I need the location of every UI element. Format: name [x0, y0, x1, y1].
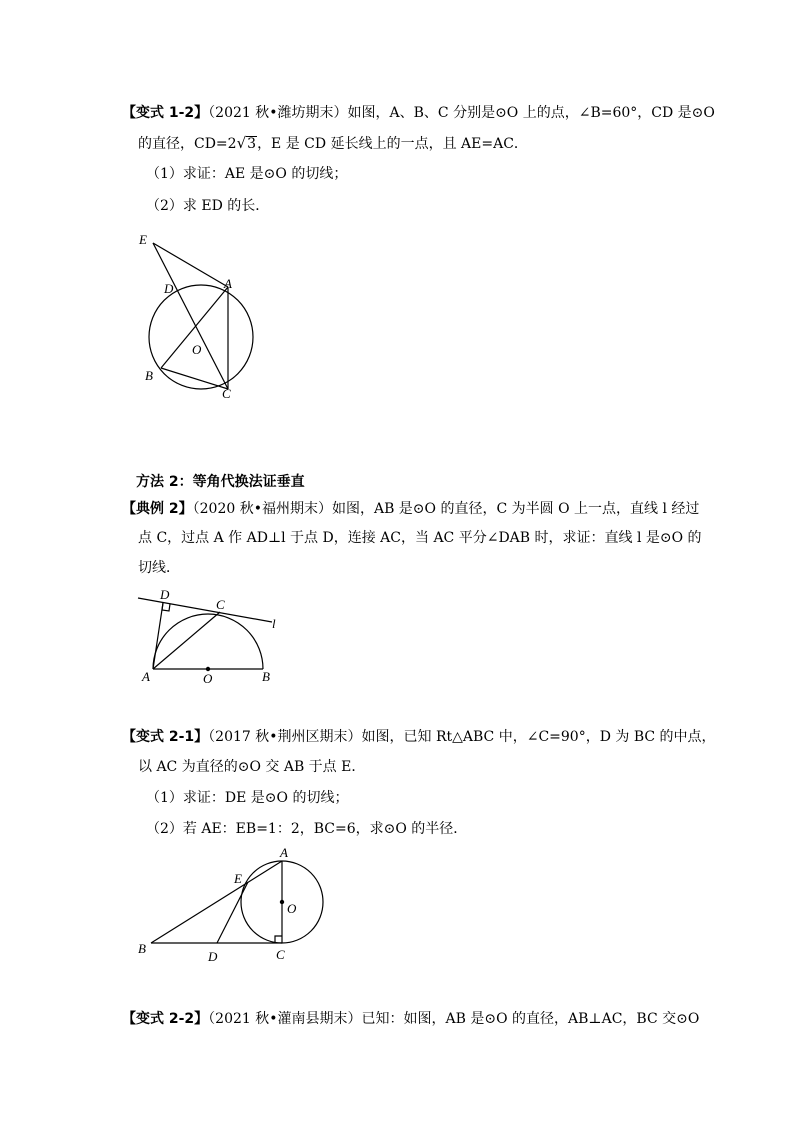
- figure-2-label-O: O: [203, 671, 213, 686]
- example-2-line-3: 切线．: [138, 560, 180, 576]
- figure-3-label-D: D: [208, 949, 218, 964]
- figure-1-label-C: C: [222, 386, 231, 401]
- figure-3-right-angle-mark: [275, 936, 282, 943]
- problem-2-1-tag: 【变式 2-1】: [122, 729, 209, 745]
- problem-1-2-question-2: （2）求 ED 的长．: [146, 198, 270, 214]
- figure-2-label-A: A: [142, 669, 150, 684]
- figure-3-label-O: O: [287, 901, 297, 916]
- problem-2-1-line-2: 以 AC 为直径的⊙O 交 AB 于点 E．: [138, 759, 366, 775]
- figure-3-line-AB: [151, 861, 282, 943]
- figure-1-line-BC: [161, 368, 228, 389]
- figure-2-label-C: C: [216, 597, 225, 612]
- figure-2-label-B: B: [262, 669, 270, 684]
- figure-2: [138, 598, 272, 669]
- problem-1-2-line-2: 的直径，CD=2√3，E 是 CD 延长线上的一点，且 AE=AC．: [138, 134, 528, 152]
- example-2-text-1: （2020 秋•福州期末）如图，AB 是⊙O 的直径，C 为半圆 O 上一点，直线 l 经过: [192, 501, 700, 517]
- problem-1-2-tag: 【变式 1-2】: [122, 105, 209, 121]
- problem-2-1-question-2: （2）若 AE：EB=1：2，BC=6，求⊙O 的半径．: [146, 821, 468, 837]
- example-2-line-2: 点 C，过点 A 作 AD⊥l 于点 D，连接 AC，当 AC 平分∠DAB 时，求证：直线 l 是⊙O 的: [138, 530, 702, 546]
- figure-2-line-AC: [153, 612, 220, 669]
- figure-3-label-A: A: [280, 845, 288, 860]
- figure-1-label-B: B: [145, 368, 153, 383]
- figure-3-label-E: E: [234, 871, 242, 886]
- figure-1: [149, 243, 253, 389]
- problem-2-2-text-1: （2021 秋•灌南县期末）已知：如图，AB 是⊙O 的直径，AB⊥AC，BC 交⊙O: [208, 1011, 700, 1027]
- sqrt-radicand: 3: [247, 136, 257, 152]
- figure-1-label-O: O: [192, 342, 202, 357]
- figure-2-labels: [141, 587, 276, 686]
- problem-1-2-text-1: （2021 秋•潍坊期末）如图，A、B、C 分别是⊙O 上的点，∠B=60°，CD 是⊙O: [208, 105, 715, 121]
- figure-1-label-E: E: [139, 232, 147, 247]
- figure-3-label-B: B: [138, 941, 146, 956]
- figure-1-label-D: D: [164, 281, 174, 296]
- problem-1-2-question-1: （1）求证：AE 是⊙O 的切线；: [146, 166, 348, 182]
- figure-3-label-C: C: [276, 947, 285, 962]
- figure-3-labels: [138, 845, 297, 964]
- problem-2-1-text-1: （2017 秋•荆州区期末）如图，已知 Rt△ABC 中，∠C=90°，D 为 BC 的中点，: [208, 729, 716, 745]
- method-2-title: 方法 2：等角代换法证垂直: [136, 474, 305, 490]
- problem-1-2-text-2a: 的直径，CD=2: [138, 136, 237, 152]
- figure-2-label-l: l: [272, 616, 276, 631]
- figure-3-line-DE: [217, 882, 248, 943]
- problem-2-1-question-1: （1）求证：DE 是⊙O 的切线；: [146, 790, 349, 806]
- figure-2-line-AD: [153, 603, 163, 669]
- problem-1-2-text-2b: ，E 是 CD 延长线上的一点，且 AE=AC．: [257, 136, 528, 152]
- figure-2-right-angle-mark: [162, 603, 170, 611]
- figure-3-center-dot: [280, 900, 284, 904]
- problem-2-2-tag: 【变式 2-2】: [122, 1011, 209, 1027]
- example-2-tag: 【典例 2】: [122, 501, 193, 517]
- figure-1-label-A: A: [224, 276, 232, 291]
- figure-2-label-D: D: [160, 587, 170, 602]
- figure-2-line-l: [138, 598, 272, 622]
